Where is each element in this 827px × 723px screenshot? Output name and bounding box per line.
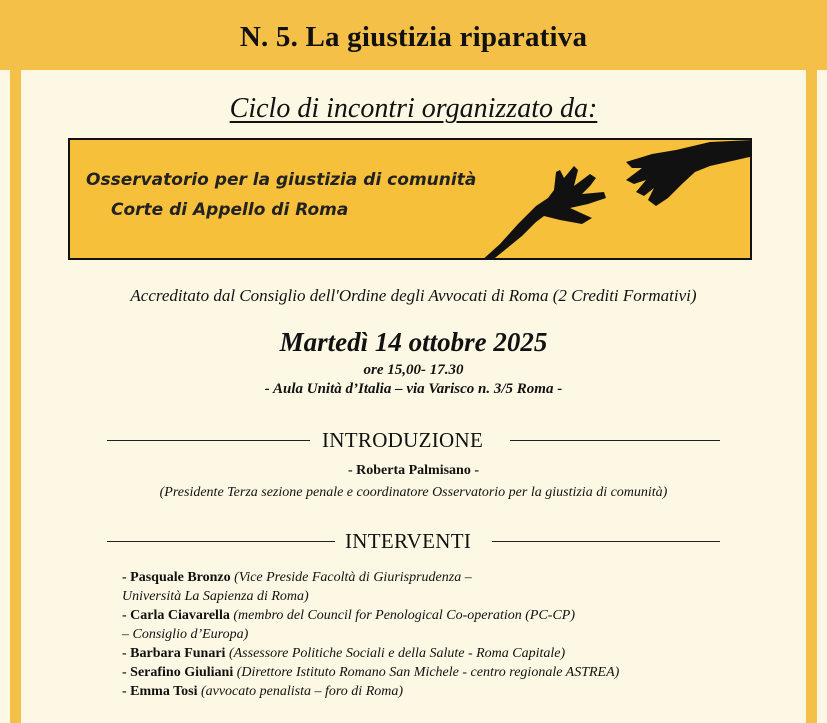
event-location: - Aula Unità d’Italia – via Varisco n. 3/5 Roma - bbox=[264, 381, 563, 397]
accreditation-note: Accreditato dal Consiglio dell'Ordine degli Avvocati di Roma (2 Crediti Formativi) bbox=[130, 286, 697, 305]
speaker-name: - Carla Ciavarella bbox=[122, 608, 230, 623]
speaker-name: - Serafino Giuliani bbox=[122, 665, 234, 680]
list-item bbox=[122, 568, 762, 587]
speaker-name: - Emma Tosi bbox=[122, 684, 198, 699]
organizer-court: Corte di Appello di Roma bbox=[111, 200, 349, 220]
list-item bbox=[122, 606, 762, 625]
divider bbox=[492, 541, 720, 542]
divider bbox=[107, 440, 310, 441]
speaker-role: (Assessore Politiche Sociali e della Salute - Roma Capitale) bbox=[228, 646, 566, 661]
speaker-role: (avvocato penalista – foro di Roma) bbox=[200, 684, 404, 699]
speaker-role: (Vice Preside Facoltà di Giurisprudenza – bbox=[234, 570, 472, 585]
speakers-list bbox=[122, 568, 762, 701]
speaker-role-continued: Università La Sapienza di Roma) bbox=[122, 589, 309, 604]
speaker-name: - Barbara Funari bbox=[122, 646, 226, 661]
organizer-name: Osservatorio per la giustizia di comunità bbox=[86, 170, 477, 190]
organizer-banner bbox=[68, 138, 752, 260]
list-item bbox=[122, 682, 762, 701]
speaker-name: - Pasquale Bronzo bbox=[122, 570, 231, 585]
event-time: ore 15,00- 17.30 bbox=[363, 362, 464, 378]
list-item bbox=[122, 644, 762, 663]
page-title: N. 5. La giustizia riparativa bbox=[239, 21, 588, 53]
event-date: Martedì 14 ottobre 2025 bbox=[279, 327, 548, 357]
speaker-role-continued: – Consiglio d’Europa) bbox=[122, 627, 249, 642]
interventi-heading: INTERVENTI bbox=[345, 529, 472, 553]
list-item bbox=[122, 663, 762, 682]
divider bbox=[107, 541, 335, 542]
intro-speaker: - Roberta Palmisano - bbox=[347, 463, 480, 478]
intro-speaker-role: (Presidente Terza sezione penale e coordinatore Osservatorio per la giustizia di comunità) bbox=[159, 485, 668, 500]
introduzione-heading: INTRODUZIONE bbox=[322, 428, 484, 452]
speaker-role: (Direttore Istituto Romano San Michele - centro regionale ASTREA) bbox=[236, 665, 620, 680]
speaker-role: (membro del Council for Penological Co-operation (PC-CP) bbox=[233, 608, 575, 623]
divider bbox=[510, 440, 720, 441]
subtitle: Ciclo di incontri organizzato da: bbox=[229, 93, 598, 124]
